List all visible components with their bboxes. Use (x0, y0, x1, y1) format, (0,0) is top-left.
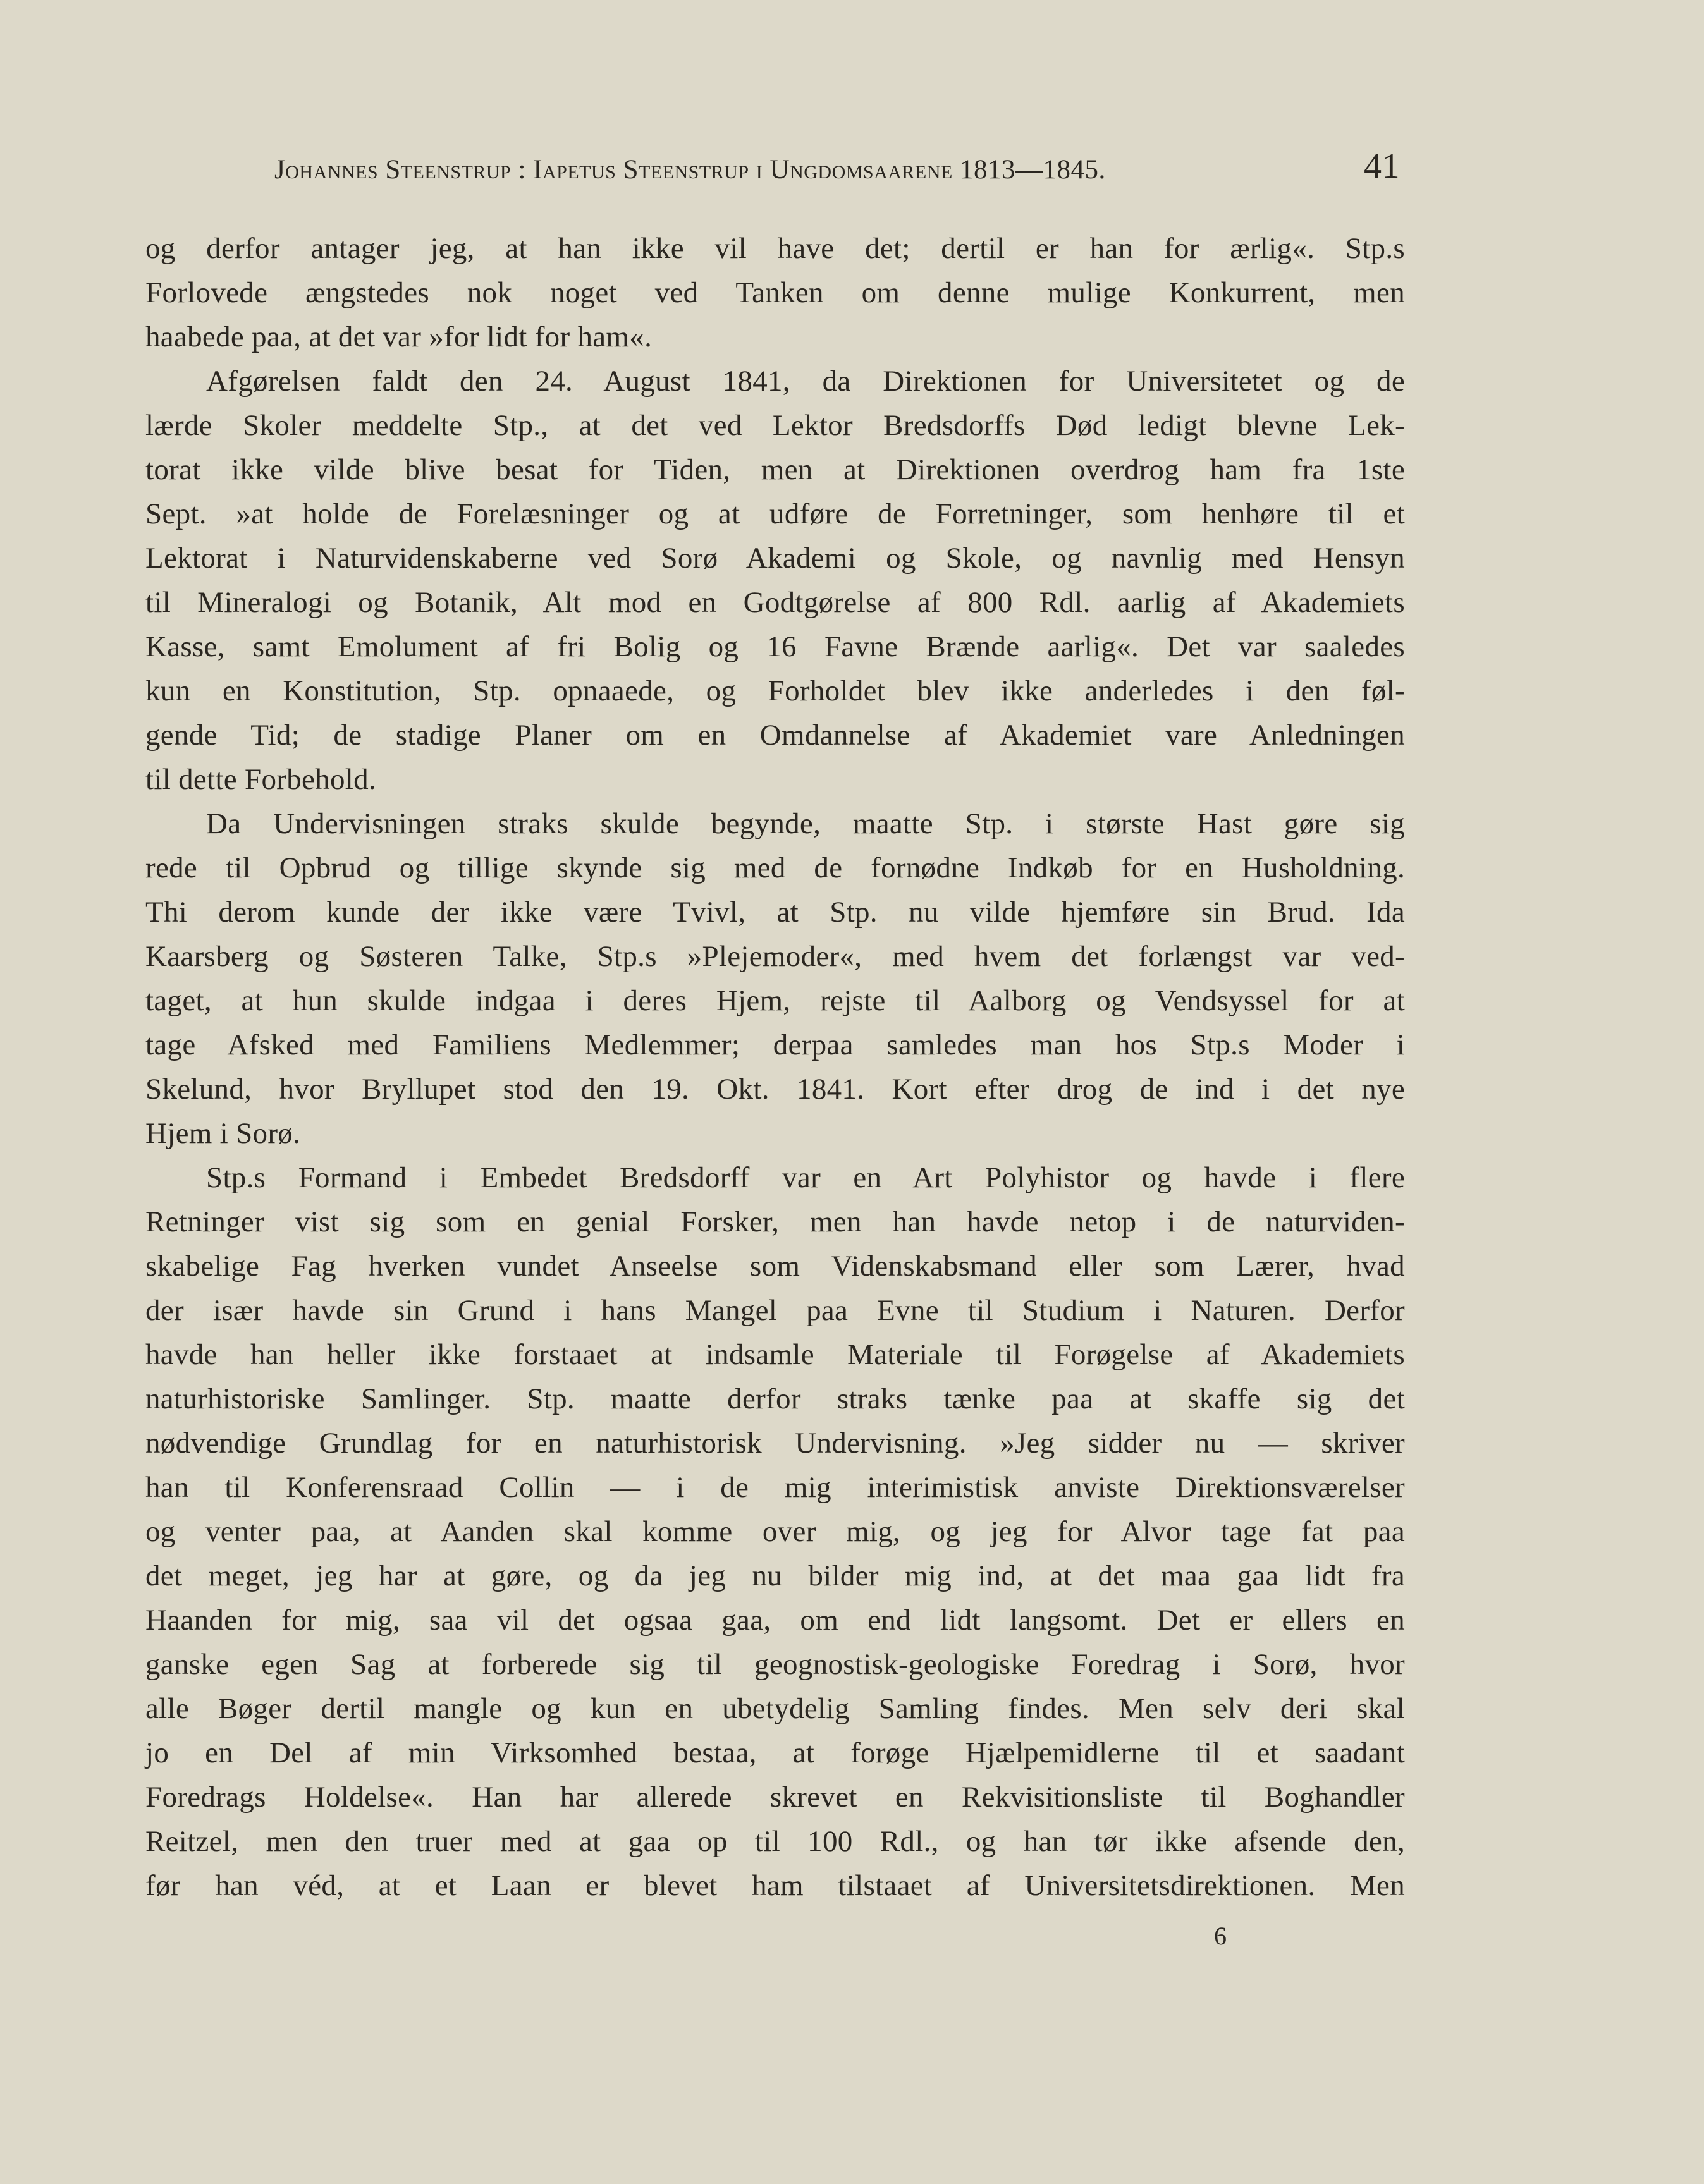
text-line: Stp.s Formand i Embedet Bredsdorff var en Art Polyhistor og havde i flere (206, 1161, 1405, 1194)
text-line: og venter paa, at Aanden skal komme over mig, og jeg for Alvor tage fat paa (145, 1515, 1405, 1548)
text-line: tage Afsked med Familiens Medlemmer; derpaa samledes man hos Stp.s Moder i (145, 1028, 1405, 1061)
text-line: rede til Opbrud og tillige skynde sig med de fornødne Indkøb for en Husholdning. (145, 851, 1405, 884)
text-line: nødvendige Grundlag for en naturhistorisk Undervisning. »Jeg sidder nu — skriver (145, 1427, 1405, 1460)
body-text (145, 226, 1405, 1908)
text-line: skabelige Fag hverken vundet Anseelse som Videnskabsmand eller som Lærer, hvad (145, 1250, 1405, 1283)
text-line: Retninger vist sig som en genial Forsker, men han havde netop i de naturviden- (145, 1205, 1405, 1238)
text-line: Kaarsberg og Søsteren Talke, Stp.s »Plejemoder«, med hvem det forlængst var ved- (145, 940, 1405, 973)
text-line: og derfor antager jeg, at han ikke vil have det; dertil er han for ærlig«. Stp.s (145, 232, 1405, 265)
text-line: Sept. »at holde de Forelæsninger og at udføre de Forretninger, som henhøre til et (145, 497, 1405, 530)
text-line: det meget, jeg har at gøre, og da jeg nu bilder mig ind, at det maa gaa lidt fra (145, 1559, 1405, 1592)
text-line: Thi derom kunde der ikke være Tvivl, at Stp. nu vilde hjemføre sin Brud. Ida (145, 896, 1405, 929)
text-line: han til Konferensraad Collin — i de mig interimistisk anviste Direktionsværelser (145, 1471, 1405, 1504)
signature-mark: 6 (1214, 1922, 1227, 1950)
running-head (274, 147, 1400, 189)
text-line: taget, at hun skulde indgaa i deres Hjem, rejste til Aalborg og Vendsyssel for at (145, 984, 1405, 1017)
text-line: Kasse, samt Emolument af fri Bolig og 16 Favne Brænde aarlig«. Det var saaledes (145, 630, 1405, 663)
text-line: gende Tid; de stadige Planer om en Omdannelse af Akademiet vare Anledningen (145, 719, 1405, 752)
text-line: naturhistoriske Samlinger. Stp. maatte derfor straks tænke paa at skaffe sig det (145, 1382, 1405, 1415)
text-line: ganske egen Sag at forberede sig til geognostisk-geologiske Foredrag i Sorø, hvor (145, 1648, 1405, 1681)
page-number: 41 (1364, 147, 1400, 186)
running-head-title: Johannes Steenstrup : Iapetus Steenstrup i Ungdomsaarene 1813—1845. (274, 155, 1106, 185)
text-line: torat ikke vilde blive besat for Tiden, men at Direktionen overdrog ham fra 1ste (145, 453, 1405, 486)
text-line: til Mineralogi og Botanik, Alt mod en Godtgørelse af 800 Rdl. aarlig af Akademiets (145, 586, 1405, 619)
text-line: Haanden for mig, saa vil det ogsaa gaa, om end lidt langsomt. Det er ellers en (145, 1604, 1405, 1637)
text-line: før han véd, at et Laan er blevet ham tilstaaet af Universitetsdirektionen. Men (145, 1869, 1405, 1902)
text-line: Lektorat i Naturvidenskaberne ved Sorø Akademi og Skole, og navnlig med Hensyn (145, 542, 1405, 575)
text-line: Hjem i Sorø. (145, 1117, 301, 1150)
text-line: havde han heller ikke forstaaet at indsamle Materiale til Forøgelse af Akademiets (145, 1338, 1405, 1371)
text-line: alle Bøger dertil mangle og kun en ubetydelig Samling findes. Men selv deri skal (145, 1692, 1405, 1725)
text-line: jo en Del af min Virksomhed bestaa, at forøge Hjælpemidlerne til et saadant (145, 1736, 1405, 1769)
text-line: haabede paa, at det var »for lidt for ham«. (145, 320, 653, 353)
text-line: Forlovede ængstedes nok noget ved Tanken om denne mulige Konkurrent, men (145, 276, 1405, 309)
text-line: Skelund, hvor Bryllupet stod den 19. Okt. 1841. Kort efter drog de ind i det nye (145, 1073, 1405, 1106)
text-line: Da Undervisningen straks skulde begynde, maatte Stp. i største Hast gøre sig (206, 807, 1405, 840)
text-line: Reitzel, men den truer med at gaa op til 100 Rdl., og han tør ikke afsende den, (145, 1825, 1405, 1858)
text-line: Afgørelsen faldt den 24. August 1841, da Direktionen for Universitetet og de (206, 365, 1405, 398)
text-line: der især havde sin Grund i hans Mangel paa Evne til Studium i Naturen. Derfor (145, 1294, 1405, 1327)
text-line: til dette Forbehold. (145, 763, 376, 796)
text-line: lærde Skoler meddelte Stp., at det ved Lektor Bredsdorffs Død ledigt blevne Lek- (145, 409, 1405, 442)
text-line: Foredrags Holdelse«. Han har allerede skrevet en Rekvisitionsliste til Boghandler (145, 1781, 1405, 1814)
text-line: kun en Konstitution, Stp. opnaaede, og Forholdet blev ikke anderledes i den føl- (145, 674, 1405, 707)
